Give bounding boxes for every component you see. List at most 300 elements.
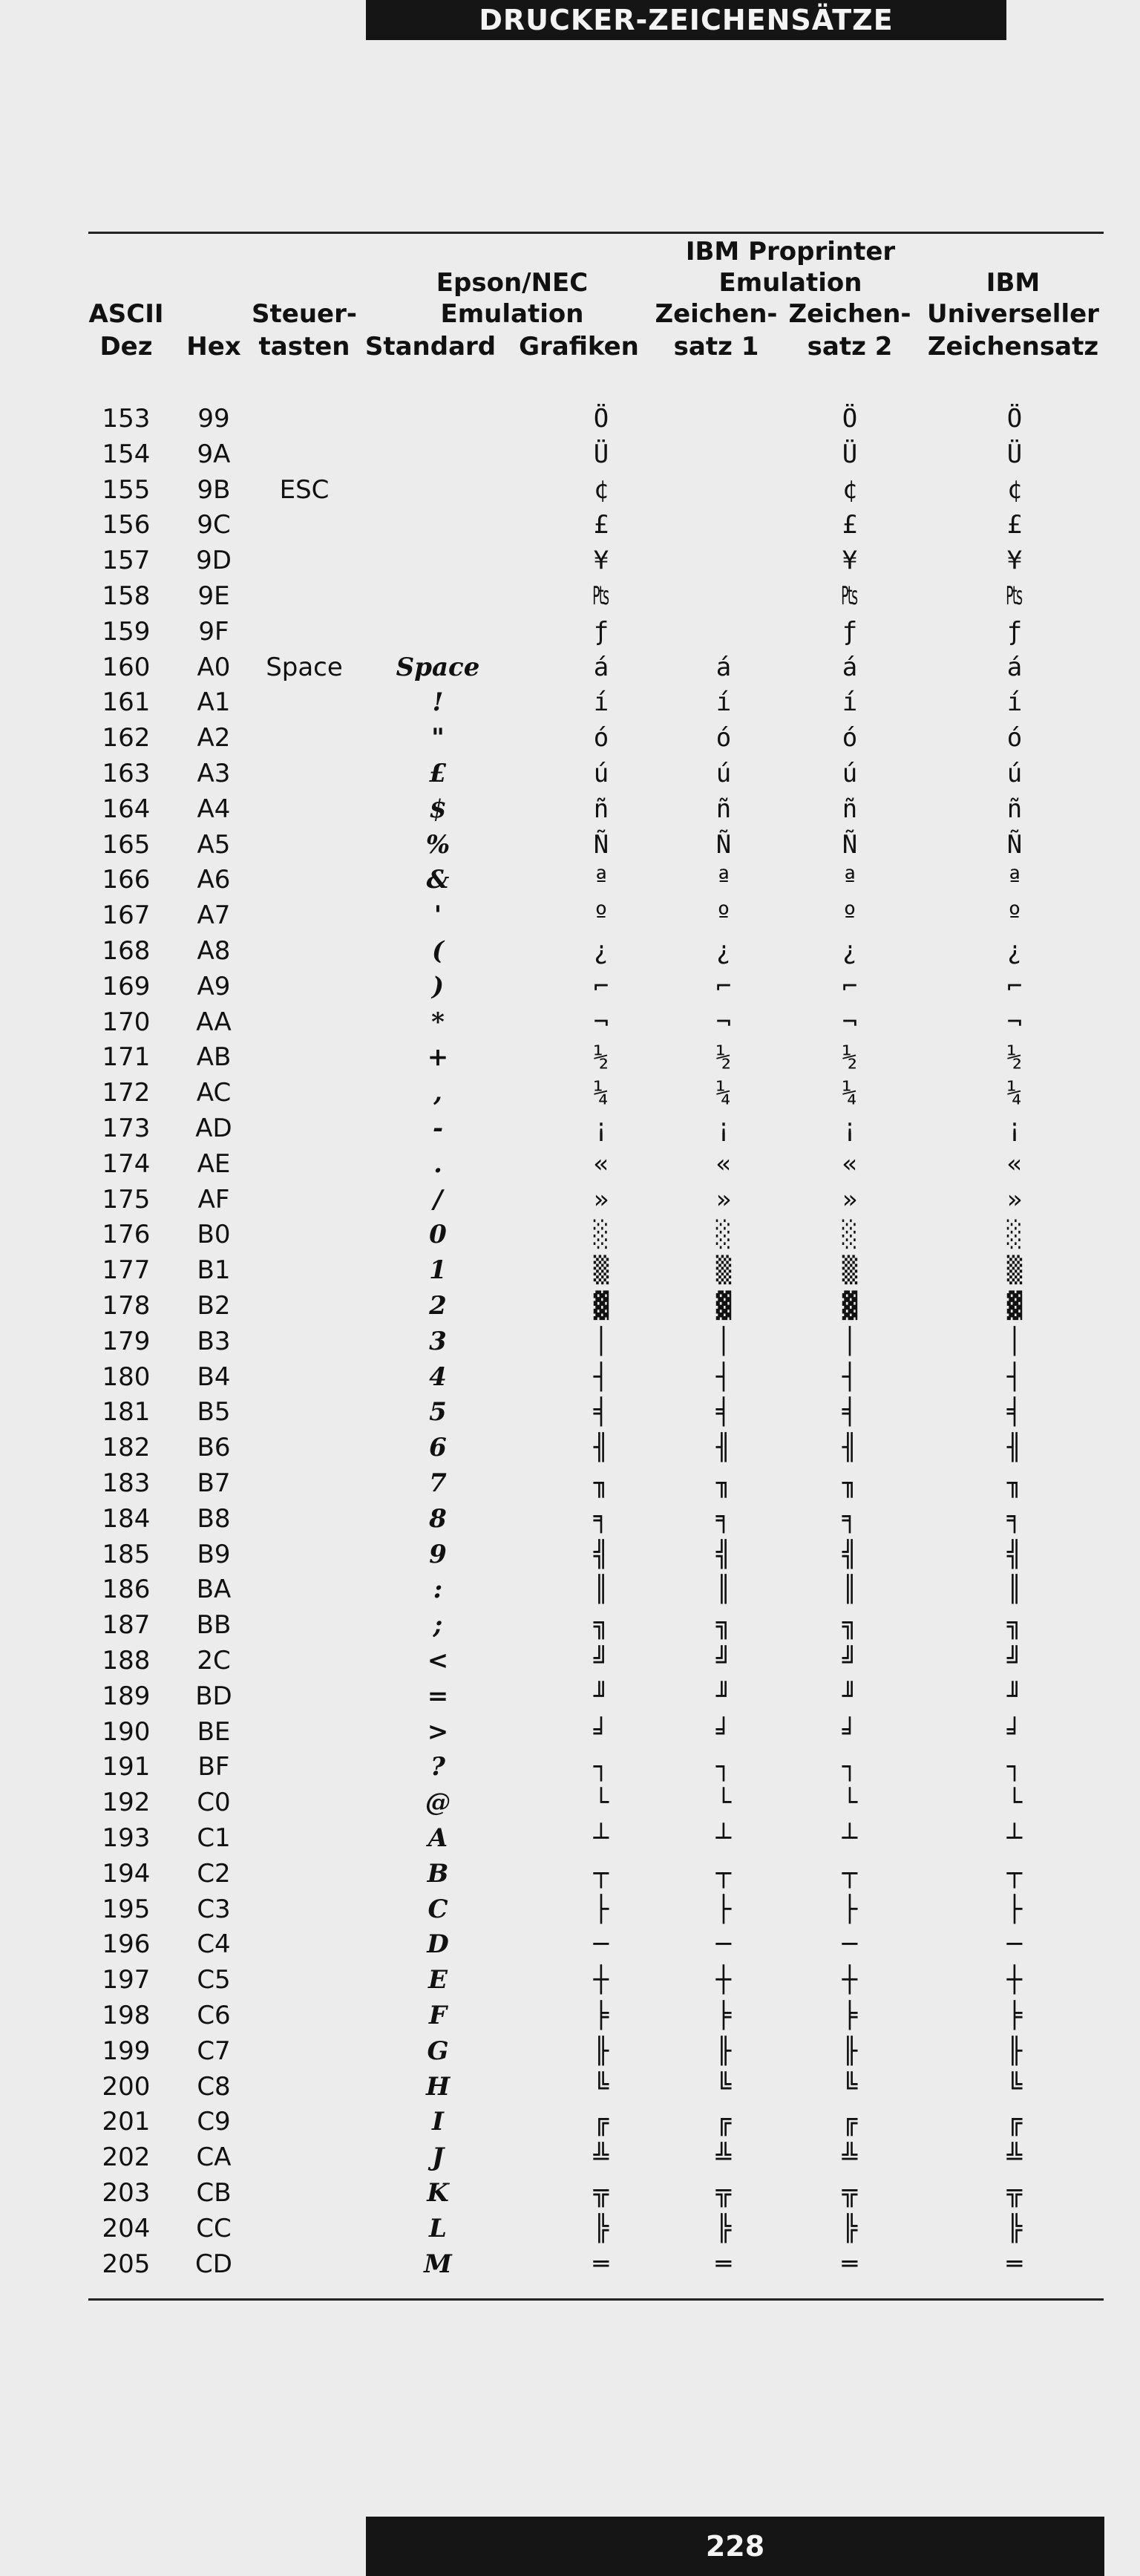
cell-ibm-zeichensatz2: ╛ bbox=[842, 1716, 858, 1747]
cell-epson-standard: I bbox=[432, 2107, 444, 2137]
cell-dez: 191 bbox=[102, 1752, 151, 1782]
cell-dez: 198 bbox=[102, 2001, 151, 2030]
cell-ibm-universell: ▒ bbox=[1006, 1255, 1023, 1286]
cell-steuertasten bbox=[252, 1892, 356, 1928]
cell-epson-grafiken: ¿ bbox=[593, 936, 609, 966]
cell-epson-standard: K bbox=[427, 2178, 449, 2208]
cell-hex: A3 bbox=[197, 759, 231, 788]
cell-hex: 9A bbox=[197, 439, 231, 469]
cell-hex: CB bbox=[196, 2178, 232, 2208]
cell-ibm-universell: ƒ bbox=[1006, 616, 1023, 647]
cell-ibm-universell: » bbox=[1006, 1184, 1023, 1215]
cell-dez: 160 bbox=[102, 652, 151, 682]
cell-epson-standard: 6 bbox=[429, 1433, 447, 1463]
cell-dez: 189 bbox=[102, 1681, 151, 1711]
cell-ibm-universell: ╞ bbox=[1006, 2001, 1023, 2030]
cell-ibm-zeichensatz2: ╣ bbox=[842, 1539, 858, 1569]
table-row bbox=[0, 579, 1140, 615]
cell-dez: 176 bbox=[102, 1220, 151, 1250]
cell-epson-standard: C bbox=[428, 1894, 448, 1924]
cell-ibm-zeichensatz1: ╛ bbox=[715, 1716, 732, 1747]
cell-ibm-zeichensatz2: ░ bbox=[842, 1220, 858, 1250]
cell-epson-grafiken: ñ bbox=[593, 794, 609, 824]
cell-epson-grafiken: ░ bbox=[593, 1220, 609, 1250]
cell-steuertasten bbox=[252, 1785, 356, 1821]
cell-ibm-zeichensatz2: ▓ bbox=[842, 1291, 858, 1321]
cell-ibm-universell: ┴ bbox=[1006, 1823, 1023, 1853]
table-row bbox=[0, 1857, 1140, 1892]
cell-hex: A8 bbox=[197, 936, 231, 966]
cell-epson-standard: ! bbox=[432, 687, 444, 718]
cell-ibm-zeichensatz1: ├ bbox=[715, 1894, 732, 1924]
cell-ibm-zeichensatz1: ─ bbox=[715, 1929, 732, 1960]
cell-dez: 204 bbox=[102, 2213, 151, 2243]
cell-epson-standard: 0 bbox=[429, 1220, 447, 1250]
cell-steuertasten bbox=[252, 2140, 356, 2176]
cell-steuertasten bbox=[252, 543, 356, 579]
cell-epson-standard: M bbox=[424, 2249, 452, 2279]
cell-epson-grafiken: ¡ bbox=[593, 1114, 609, 1143]
cell-ibm-zeichensatz2: ¡ bbox=[842, 1114, 858, 1143]
cell-epson-standard: . bbox=[433, 1148, 442, 1179]
col-grafiken: Grafiken bbox=[519, 332, 639, 362]
cell-epson-grafiken: ╩ bbox=[593, 2142, 609, 2173]
cell-steuertasten bbox=[252, 2176, 356, 2211]
col-standard: Standard bbox=[364, 332, 497, 362]
cell-ibm-zeichensatz1 bbox=[672, 579, 776, 615]
cell-ibm-zeichensatz2: ₧ bbox=[842, 581, 858, 611]
cell-epson-grafiken: « bbox=[593, 1148, 609, 1179]
cell-dez: 158 bbox=[102, 581, 151, 611]
cell-epson-standard: = bbox=[427, 1681, 449, 1711]
cell-epson-standard: D bbox=[427, 1929, 449, 1960]
cell-steuertasten bbox=[252, 1750, 356, 1785]
cell-ibm-universell: ₧ bbox=[1006, 581, 1023, 611]
cell-dez: 192 bbox=[102, 1788, 151, 1818]
table-row bbox=[0, 1040, 1140, 1076]
table-row bbox=[0, 1502, 1140, 1537]
cell-ibm-zeichensatz2: ─ bbox=[842, 1929, 858, 1960]
cell-epson-standard: % bbox=[425, 829, 451, 860]
cell-ibm-zeichensatz1: ó bbox=[715, 723, 732, 753]
cell-ibm-zeichensatz2: í bbox=[842, 687, 858, 718]
cell-ibm-universell: ú bbox=[1006, 759, 1023, 788]
table-row bbox=[0, 2211, 1140, 2247]
cell-ibm-universell: ┼ bbox=[1006, 1965, 1023, 1995]
cell-ibm-zeichensatz1: ╟ bbox=[715, 2036, 732, 2066]
cell-ibm-universell: ╦ bbox=[1006, 2178, 1023, 2208]
cell-ibm-zeichensatz1: ñ bbox=[715, 794, 732, 824]
cell-epson-grafiken: Ü bbox=[593, 439, 609, 469]
cell-dez: 194 bbox=[102, 1858, 151, 1889]
cell-steuertasten bbox=[252, 1466, 356, 1502]
cell-ibm-zeichensatz1 bbox=[672, 437, 776, 473]
cell-steuertasten bbox=[252, 1927, 356, 1963]
cell-epson-standard: B bbox=[427, 1858, 449, 1889]
cell-epson-grafiken: ╝ bbox=[593, 1646, 609, 1676]
cell-steuertasten bbox=[252, 2247, 356, 2283]
cell-hex: A7 bbox=[197, 900, 231, 931]
table-row bbox=[0, 402, 1140, 437]
cell-ibm-zeichensatz1: ║ bbox=[715, 1575, 732, 1605]
cell-dez: 201 bbox=[102, 2107, 151, 2137]
cell-ibm-zeichensatz2: ╔ bbox=[842, 2107, 858, 2137]
cell-hex: AD bbox=[195, 1114, 232, 1143]
cell-epson-standard: £ bbox=[429, 759, 447, 788]
cell-ibm-zeichensatz1: ª bbox=[715, 865, 732, 895]
cell-epson-grafiken: ╜ bbox=[593, 1681, 609, 1711]
cell-epson-standard: ( bbox=[431, 936, 445, 966]
table-row bbox=[0, 1927, 1140, 1963]
col-ibm-line1: IBM bbox=[986, 268, 1041, 298]
cell-dez: 171 bbox=[102, 1042, 151, 1073]
cell-epson-grafiken: á bbox=[593, 652, 609, 682]
cell-hex: B9 bbox=[197, 1539, 231, 1569]
cell-epson-grafiken: ¼ bbox=[593, 1078, 609, 1108]
cell-epson-standard: 4 bbox=[429, 1361, 447, 1392]
cell-steuertasten bbox=[252, 437, 356, 473]
cell-steuertasten: Space bbox=[266, 652, 343, 682]
cell-epson-grafiken: ┴ bbox=[593, 1823, 609, 1853]
cell-epson-grafiken: ¬ bbox=[593, 1007, 609, 1037]
cell-epson-standard: G bbox=[427, 2036, 449, 2066]
cell-ibm-zeichensatz1 bbox=[672, 473, 776, 509]
cell-epson-standard: 8 bbox=[429, 1503, 447, 1534]
cell-hex: 2C bbox=[197, 1646, 231, 1676]
cell-epson-standard bbox=[386, 543, 490, 579]
cell-ibm-zeichensatz1: ┴ bbox=[715, 1823, 732, 1853]
cell-ibm-universell: ╜ bbox=[1006, 1681, 1023, 1711]
cell-steuertasten bbox=[252, 970, 356, 1005]
cell-ibm-zeichensatz2: ╗ bbox=[842, 1610, 858, 1641]
cell-ibm-zeichensatz1: « bbox=[715, 1148, 732, 1179]
cell-dez: 163 bbox=[102, 759, 151, 788]
col-ibm-line2: Universeller bbox=[927, 299, 1099, 329]
cell-ibm-universell: ¥ bbox=[1006, 546, 1023, 576]
cell-ibm-universell: ¼ bbox=[1006, 1078, 1023, 1108]
cell-dez: 157 bbox=[102, 546, 151, 576]
cell-epson-standard: > bbox=[427, 1716, 449, 1747]
cell-hex: C6 bbox=[197, 2001, 231, 2030]
table-row bbox=[0, 721, 1140, 756]
cell-dez: 205 bbox=[102, 2249, 151, 2279]
cell-ibm-zeichensatz1: ═ bbox=[715, 2249, 732, 2279]
table-row bbox=[0, 2070, 1140, 2105]
cell-hex: B5 bbox=[197, 1397, 231, 1428]
cell-dez: 159 bbox=[102, 616, 151, 647]
cell-epson-grafiken: ╖ bbox=[593, 1468, 609, 1498]
cell-epson-grafiken: £ bbox=[593, 510, 609, 540]
cell-dez: 200 bbox=[102, 2071, 151, 2102]
cell-ibm-zeichensatz1: ░ bbox=[715, 1220, 732, 1250]
cell-ibm-zeichensatz1 bbox=[672, 543, 776, 579]
cell-hex: C5 bbox=[197, 1965, 231, 1995]
cell-epson-standard: : bbox=[433, 1575, 443, 1605]
cell-ibm-universell: └ bbox=[1006, 1788, 1023, 1818]
table-row bbox=[0, 792, 1140, 828]
cell-ibm-zeichensatz2: ª bbox=[842, 865, 858, 895]
cell-ibm-universell: ▓ bbox=[1006, 1291, 1023, 1321]
table-row bbox=[0, 1395, 1140, 1431]
cell-dez: 167 bbox=[102, 900, 151, 931]
col-dez: Dez bbox=[99, 332, 153, 362]
cell-hex: A9 bbox=[197, 971, 231, 1001]
cell-ibm-zeichensatz1: ╢ bbox=[715, 1433, 732, 1463]
table-row bbox=[0, 1183, 1140, 1218]
cell-epson-grafiken: ª bbox=[593, 865, 609, 895]
cell-ibm-zeichensatz2: ╝ bbox=[842, 1646, 858, 1676]
cell-steuertasten bbox=[252, 1963, 356, 1998]
cell-steuertasten bbox=[252, 579, 356, 615]
cell-epson-grafiken: ┤ bbox=[593, 1361, 609, 1392]
cell-steuertasten bbox=[252, 508, 356, 543]
cell-epson-grafiken: ╢ bbox=[593, 1433, 609, 1463]
cell-ibm-zeichensatz2: ╢ bbox=[842, 1433, 858, 1463]
cell-epson-grafiken: ƒ bbox=[593, 616, 609, 647]
cell-ibm-zeichensatz1: ╦ bbox=[715, 2178, 732, 2208]
cell-ibm-zeichensatz2: ┬ bbox=[842, 1858, 858, 1889]
cell-hex: AE bbox=[197, 1148, 231, 1179]
cell-hex: A4 bbox=[197, 794, 231, 824]
cell-ibm-universell: ╖ bbox=[1006, 1468, 1023, 1498]
cell-ibm-universell: Ñ bbox=[1006, 829, 1023, 860]
cell-hex: A6 bbox=[197, 865, 231, 895]
cell-epson-grafiken: í bbox=[593, 687, 609, 718]
table-bottom-rule bbox=[88, 2298, 1104, 2301]
cell-steuertasten bbox=[252, 685, 356, 721]
cell-ibm-universell: í bbox=[1006, 687, 1023, 718]
table-row bbox=[0, 1324, 1140, 1360]
cell-epson-grafiken: ═ bbox=[593, 2249, 609, 2279]
cell-hex: AF bbox=[197, 1184, 230, 1215]
cell-steuertasten bbox=[252, 828, 356, 863]
cell-epson-grafiken: ┐ bbox=[593, 1752, 609, 1782]
col-group-epson-emulation: Emulation bbox=[440, 299, 584, 329]
cell-ibm-universell: ╩ bbox=[1006, 2142, 1023, 2173]
cell-dez: 197 bbox=[102, 1965, 151, 1995]
cell-ibm-zeichensatz2: ╕ bbox=[842, 1503, 858, 1534]
cell-steuertasten bbox=[252, 1821, 356, 1857]
cell-ibm-zeichensatz2: « bbox=[842, 1148, 858, 1179]
table-row bbox=[0, 828, 1140, 863]
cell-epson-standard: $ bbox=[429, 794, 447, 824]
cell-dez: 190 bbox=[102, 1716, 151, 1747]
cell-epson-grafiken: └ bbox=[593, 1788, 609, 1818]
cell-epson-standard: 7 bbox=[429, 1468, 447, 1498]
cell-ibm-zeichensatz2: Ü bbox=[842, 439, 858, 469]
cell-hex: B6 bbox=[197, 1433, 231, 1463]
cell-ibm-zeichensatz1: Ñ bbox=[715, 829, 732, 860]
cell-dez: 162 bbox=[102, 723, 151, 753]
cell-epson-grafiken: » bbox=[593, 1184, 609, 1215]
cell-hex: A0 bbox=[197, 652, 231, 682]
table-row bbox=[0, 1111, 1140, 1147]
cell-epson-grafiken: ╡ bbox=[593, 1397, 609, 1428]
table-row bbox=[0, 473, 1140, 509]
cell-epson-standard: A bbox=[428, 1823, 448, 1853]
cell-ibm-universell: ┤ bbox=[1006, 1361, 1023, 1392]
table-row bbox=[0, 508, 1140, 543]
cell-ibm-universell: ╢ bbox=[1006, 1433, 1023, 1463]
cell-dez: 177 bbox=[102, 1255, 151, 1286]
col-zeichensatz2-line2: satz 2 bbox=[807, 332, 893, 362]
cell-epson-grafiken: ╣ bbox=[593, 1539, 609, 1569]
cell-ibm-zeichensatz1: » bbox=[715, 1184, 732, 1215]
cell-dez: 153 bbox=[102, 404, 151, 434]
cell-ibm-universell: ¿ bbox=[1006, 936, 1023, 966]
cell-ibm-zeichensatz2: ╦ bbox=[842, 2178, 858, 2208]
cell-ibm-zeichensatz2: ╖ bbox=[842, 1468, 858, 1498]
cell-epson-grafiken: ╛ bbox=[593, 1716, 609, 1747]
cell-hex: B0 bbox=[197, 1220, 231, 1250]
cell-steuertasten bbox=[252, 863, 356, 898]
cell-dez: 173 bbox=[102, 1114, 151, 1143]
cell-ibm-zeichensatz1: ╕ bbox=[715, 1503, 732, 1534]
cell-dez: 193 bbox=[102, 1823, 151, 1853]
table-row bbox=[0, 1998, 1140, 2034]
cell-epson-standard bbox=[386, 615, 490, 650]
cell-steuertasten bbox=[252, 1360, 356, 1396]
cell-ibm-zeichensatz1: ┤ bbox=[715, 1361, 732, 1392]
cell-steuertasten bbox=[252, 792, 356, 828]
cell-hex: A2 bbox=[197, 723, 231, 753]
cell-steuertasten bbox=[252, 1679, 356, 1715]
cell-ibm-zeichensatz2: ó bbox=[842, 723, 858, 753]
cell-epson-standard bbox=[386, 473, 490, 509]
table-row bbox=[0, 1679, 1140, 1715]
cell-epson-grafiken: ▒ bbox=[593, 1255, 609, 1286]
header-title: DRUCKER-ZEICHENSÄTZE bbox=[479, 4, 894, 36]
cell-ibm-zeichensatz2: ▒ bbox=[842, 1255, 858, 1286]
cell-steuertasten bbox=[252, 2211, 356, 2247]
cell-dez: 161 bbox=[102, 687, 151, 718]
table-row bbox=[0, 543, 1140, 579]
cell-steuertasten bbox=[252, 1253, 356, 1289]
cell-hex: AC bbox=[196, 1078, 232, 1108]
cell-hex: C4 bbox=[197, 1929, 231, 1960]
cell-hex: 9F bbox=[198, 616, 229, 647]
cell-steuertasten bbox=[252, 898, 356, 934]
cell-hex: C9 bbox=[197, 2107, 231, 2137]
cell-epson-grafiken: │ bbox=[593, 1326, 609, 1356]
cell-ibm-zeichensatz1: í bbox=[715, 687, 732, 718]
cell-epson-standard: @ bbox=[425, 1788, 451, 1818]
cell-epson-standard: ' bbox=[433, 900, 442, 931]
cell-ibm-zeichensatz2: ¼ bbox=[842, 1078, 858, 1108]
cell-hex: BA bbox=[196, 1575, 232, 1605]
cell-ibm-zeichensatz2: ╟ bbox=[842, 2036, 858, 2066]
cell-ibm-zeichensatz2: ╜ bbox=[842, 1681, 858, 1711]
cell-hex: C1 bbox=[197, 1823, 231, 1853]
cell-ibm-universell: ─ bbox=[1006, 1929, 1023, 1960]
cell-steuertasten bbox=[252, 402, 356, 437]
table-row bbox=[0, 1963, 1140, 1998]
cell-ibm-zeichensatz1: ╔ bbox=[715, 2107, 732, 2137]
cell-epson-standard: E bbox=[428, 1965, 448, 1995]
cell-ibm-zeichensatz2: ¿ bbox=[842, 936, 858, 966]
cell-ibm-universell: ª bbox=[1006, 865, 1023, 895]
cell-steuertasten bbox=[252, 1608, 356, 1644]
cell-ibm-zeichensatz2: ¢ bbox=[842, 474, 858, 505]
cell-ibm-zeichensatz1: ╠ bbox=[715, 2213, 732, 2243]
table-row bbox=[0, 1715, 1140, 1750]
page-header bbox=[366, 0, 1006, 40]
table-row bbox=[0, 1537, 1140, 1573]
table-row bbox=[0, 437, 1140, 473]
cell-dez: 174 bbox=[102, 1148, 151, 1179]
cell-dez: 154 bbox=[102, 439, 151, 469]
cell-ibm-universell: ╣ bbox=[1006, 1539, 1023, 1569]
cell-ibm-zeichensatz1: ⌐ bbox=[715, 971, 732, 1001]
cell-ibm-universell: ó bbox=[1006, 723, 1023, 753]
cell-epson-grafiken: ⌐ bbox=[593, 971, 609, 1001]
table-row bbox=[0, 2034, 1140, 2070]
cell-epson-standard: & bbox=[426, 865, 450, 895]
cell-ibm-universell: ┬ bbox=[1006, 1858, 1023, 1889]
cell-ibm-zeichensatz2: º bbox=[842, 900, 858, 931]
cell-hex: 9C bbox=[197, 510, 231, 540]
cell-epson-grafiken: ╠ bbox=[593, 2213, 609, 2243]
table-row bbox=[0, 1821, 1140, 1857]
cell-epson-standard: L bbox=[429, 2213, 447, 2243]
cell-ibm-universell: ╟ bbox=[1006, 2036, 1023, 2066]
table-row bbox=[0, 1466, 1140, 1502]
col-group-epson: Epson/NEC bbox=[436, 268, 589, 298]
cell-epson-standard: * bbox=[431, 1007, 445, 1037]
table-row bbox=[0, 1431, 1140, 1466]
cell-steuertasten bbox=[252, 1715, 356, 1750]
page-number: 228 bbox=[705, 2530, 765, 2563]
cell-epson-grafiken: ║ bbox=[593, 1575, 609, 1605]
cell-ibm-zeichensatz1: ▓ bbox=[715, 1291, 732, 1321]
table-row bbox=[0, 650, 1140, 686]
col-group-ibm-proprinter: IBM Proprinter bbox=[685, 237, 896, 267]
cell-dez: 188 bbox=[102, 1646, 151, 1676]
cell-steuertasten bbox=[252, 1005, 356, 1041]
cell-steuertasten bbox=[252, 1076, 356, 1111]
cell-ibm-zeichensatz2: ¬ bbox=[842, 1007, 858, 1037]
cell-dez: 178 bbox=[102, 1291, 151, 1321]
table-row bbox=[0, 1217, 1140, 1253]
table-row bbox=[0, 1892, 1140, 1928]
cell-ibm-universell: ╗ bbox=[1006, 1610, 1023, 1641]
cell-hex: B4 bbox=[197, 1361, 231, 1392]
cell-ibm-zeichensatz2: ┼ bbox=[842, 1965, 858, 1995]
cell-epson-grafiken: ¢ bbox=[593, 474, 609, 505]
cell-steuertasten bbox=[252, 2034, 356, 2070]
cell-ibm-universell: ┐ bbox=[1006, 1752, 1023, 1782]
cell-ibm-zeichensatz1: │ bbox=[715, 1326, 732, 1356]
cell-epson-grafiken: ₧ bbox=[593, 581, 609, 611]
cell-epson-standard: , bbox=[433, 1078, 442, 1108]
cell-epson-standard: / bbox=[433, 1184, 443, 1215]
table-row bbox=[0, 685, 1140, 721]
cell-ibm-zeichensatz1 bbox=[672, 615, 776, 650]
cell-hex: A1 bbox=[197, 687, 231, 718]
cell-ibm-zeichensatz1: ╖ bbox=[715, 1468, 732, 1498]
cell-ibm-zeichensatz2: ╠ bbox=[842, 2213, 858, 2243]
cell-hex: CD bbox=[195, 2249, 232, 2279]
table-row bbox=[0, 2247, 1140, 2283]
cell-dez: 202 bbox=[102, 2142, 151, 2173]
cell-ibm-zeichensatz2: │ bbox=[842, 1326, 858, 1356]
cell-hex: 99 bbox=[197, 404, 230, 434]
cell-ibm-zeichensatz1: ½ bbox=[715, 1042, 732, 1073]
cell-epson-standard: - bbox=[432, 1114, 444, 1143]
cell-epson-standard: < bbox=[427, 1646, 449, 1676]
cell-steuertasten bbox=[252, 2070, 356, 2105]
cell-dez: 164 bbox=[102, 794, 151, 824]
